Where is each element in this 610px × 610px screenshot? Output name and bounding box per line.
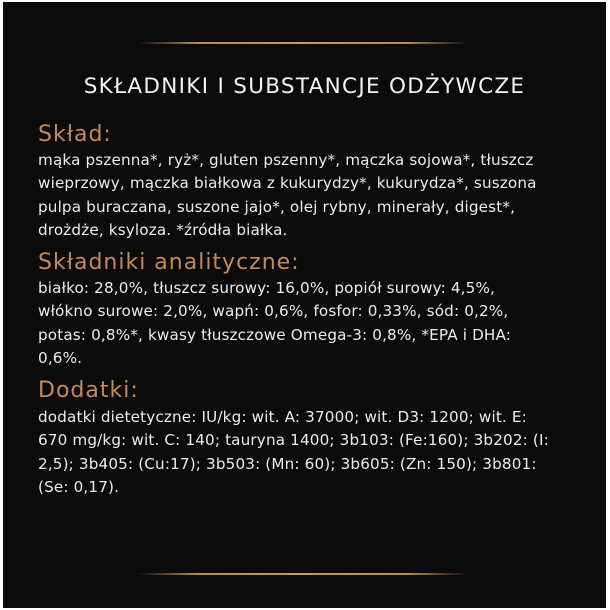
bottom-divider	[138, 573, 468, 575]
composition-text	[38, 149, 578, 243]
analytical-line: włókno surowe: 2,0%, wapń: 0,6%, fosfor: 0,33%, sód: 0,2%,	[38, 302, 509, 321]
additives-line: dodatki dietetyczne: IU/kg: wit. A: 37000; wit. D3: 1200; wit. E:	[38, 408, 527, 426]
analytical-line: białko: 28,0%, tłuszcz surowy: 16,0%, popiół surowy: 4,5%,	[38, 279, 496, 297]
analytical-line: 0,6%.	[38, 349, 83, 368]
additives-heading: Dodatki:	[38, 378, 139, 403]
additives-text	[38, 406, 578, 500]
composition-heading: Skład:	[38, 122, 112, 147]
composition-line: mąka pszenna*, ryż*, gluten pszenny*, mączka sojowa*, tłuszcz	[38, 151, 534, 169]
additives-line: 2,5); 3b405: (Cu:17); 3b503: (Mn: 60); 3b605: (Zn: 150); 3b801:	[38, 454, 537, 473]
additives-line: (Se: 0,17).	[38, 478, 120, 497]
additives-line: 670 mg/kg: wit. C: 140; tauryna 1400; 3b103: (Fe:160); 3b202: (I:	[38, 431, 549, 450]
composition-line: pulpa buraczana, suszone jajo*, olej rybny, minerały, digest*,	[38, 197, 516, 216]
ingredients-panel	[3, 2, 606, 608]
composition-line: drożdże, ksyloza. *źródła białka.	[38, 221, 288, 240]
page-title: SKŁADNIKI I SUBSTANCJE ODŻYWCZE	[83, 74, 526, 99]
analytical-constituents-text	[38, 277, 578, 371]
analytical-constituents-heading: Składniki analityczne:	[38, 250, 300, 275]
composition-line: wieprzowy, mączka białkowa z kukurydzy*, kukurydza*, suszona	[38, 174, 537, 193]
analytical-line: potas: 0,8%*, kwasy tłuszczowe Omega-3: 0,8%, *EPA i DHA:	[38, 325, 512, 344]
top-divider	[138, 42, 468, 44]
